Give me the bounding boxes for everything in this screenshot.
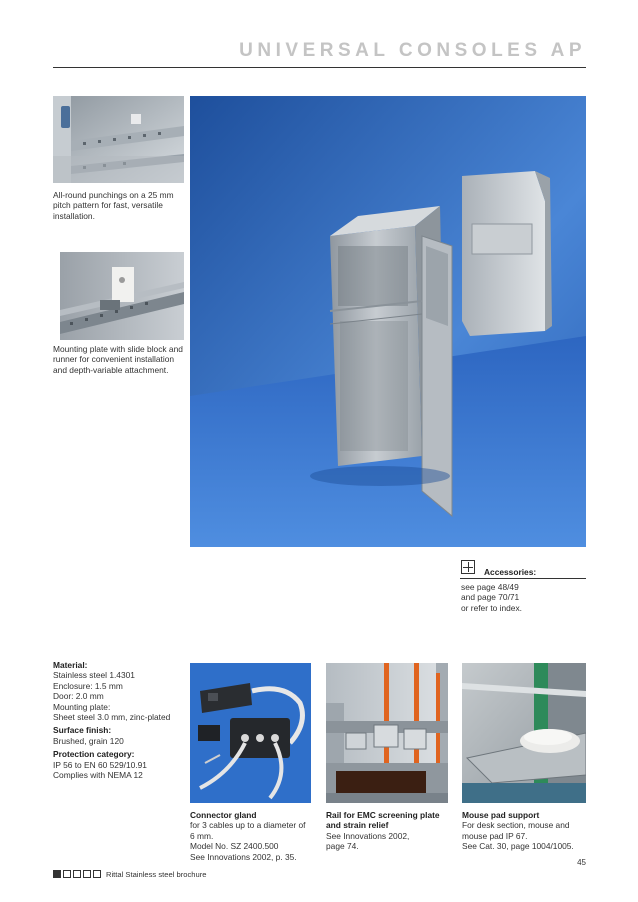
- surface-section: [53, 725, 185, 746]
- product-line: 6 mm.: [190, 830, 214, 841]
- accessories-line: or refer to index.: [461, 602, 522, 613]
- spec-line: Brushed, grain 120: [53, 735, 124, 746]
- material-specs: [53, 660, 185, 783]
- spec-line: Complies with NEMA 12: [53, 770, 143, 781]
- punchings-caption: All-round punchings on a 25 mm pitch pattern for fast, versatile installation.: [53, 190, 174, 221]
- mouse-pad-caption: [462, 810, 590, 852]
- spec-line: Door: 2.0 mm: [53, 691, 104, 702]
- console-hero-photo: [190, 96, 586, 547]
- emc-rail-caption: [326, 810, 452, 852]
- mounting-caption: Mounting plate with slide block and runner for convenient installation and depth-variable attachment.: [53, 344, 183, 375]
- page-number: 45: [577, 858, 586, 867]
- mouse-pad-photo: [462, 663, 586, 803]
- product-line: See Innovations 2002,: [326, 830, 410, 841]
- section-heading: Surface finish:: [53, 725, 112, 736]
- product-line: See Innovations 2002, p. 35.: [190, 851, 297, 862]
- page-title: UNIVERSAL CONSOLES AP: [239, 40, 586, 61]
- product-line: Model No. SZ 2400.500: [190, 841, 279, 852]
- product-title: Mouse pad support: [462, 810, 540, 820]
- connector-gland-caption: [190, 810, 318, 862]
- spec-line: Sheet steel 3.0 mm, zinc-plated: [53, 712, 171, 723]
- spec-line: Mounting plate:: [53, 701, 111, 712]
- punchings-photo: [53, 96, 184, 183]
- spec-line: Stainless steel 1.4301: [53, 670, 135, 681]
- product-title: Connector gland: [190, 810, 257, 820]
- protection-section: [53, 749, 185, 780]
- accessories-line: and page 70/71: [461, 592, 520, 603]
- footer-square: [63, 870, 71, 878]
- spec-line: IP 56 to EN 60 529/10.91: [53, 759, 147, 770]
- accessories-title: Accessories:: [484, 567, 537, 577]
- footer-square: [73, 870, 81, 878]
- footer-square: [83, 870, 91, 878]
- footer-square-filled: [53, 870, 61, 878]
- product-line: See Cat. 30, page 1004/1005.: [462, 841, 574, 852]
- section-heading: Protection category:: [53, 749, 135, 760]
- footer-square: [93, 870, 101, 878]
- accessories-line: see page 48/49: [461, 582, 519, 592]
- footer: [53, 868, 206, 880]
- mounting-photo: [60, 252, 184, 340]
- product-line: For desk section, mouse and: [462, 820, 570, 831]
- plus-icon: [461, 560, 475, 574]
- product-title: Rail for EMC screening plate and strain relief: [326, 810, 440, 831]
- section-heading: Material:: [53, 660, 88, 670]
- product-line: page 74.: [326, 841, 359, 852]
- header-rule: [53, 67, 586, 68]
- spec-line: Enclosure: 1.5 mm: [53, 680, 123, 691]
- emc-rail-photo: [326, 663, 448, 803]
- connector-gland-photo: [190, 663, 311, 803]
- product-line: for 3 cables up to a diameter of: [190, 820, 306, 831]
- accessories-rule: [460, 578, 586, 579]
- material-section: [53, 660, 185, 722]
- accessories-text: [461, 582, 587, 613]
- product-line: mouse pad IP 67.: [462, 830, 528, 841]
- footer-brand: Rittal Stainless steel brochure: [106, 869, 207, 879]
